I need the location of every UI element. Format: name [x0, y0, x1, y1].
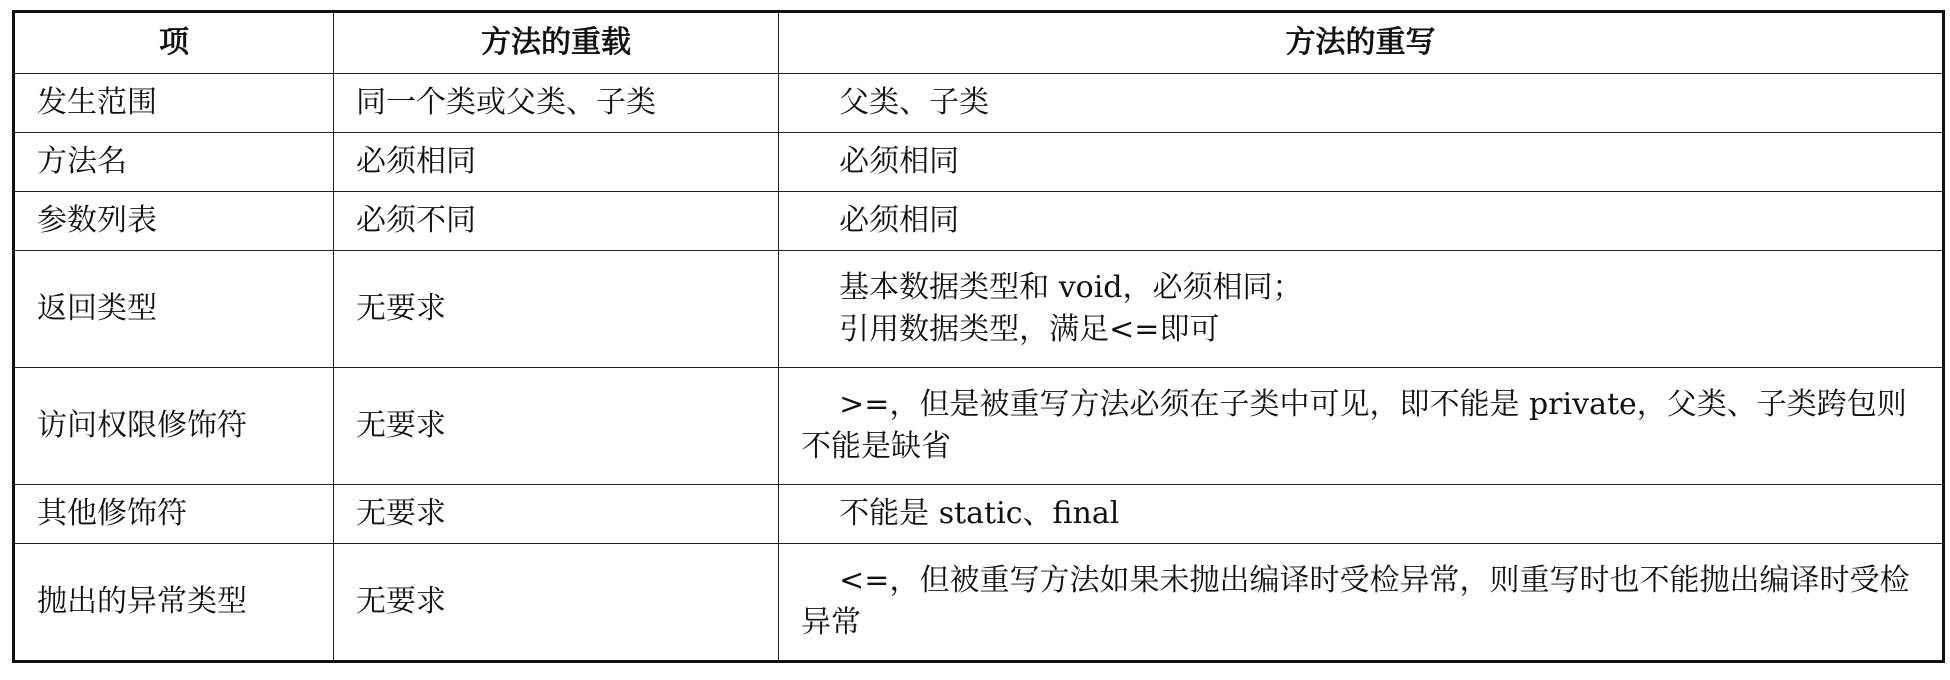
row-item-label: 发生范围 — [14, 74, 334, 133]
table-row — [14, 133, 1944, 192]
row-override-cell: >=，但是被重写方法必须在子类中可见，即不能是 private，父类、子类跨包则不能是缺省 — [779, 368, 1944, 485]
override-text: 必须相同 — [839, 144, 960, 179]
table-row — [14, 544, 1944, 662]
row-overload-cell: 无要求 — [334, 368, 779, 485]
table-row — [14, 485, 1944, 544]
row-overload-cell: 无要求 — [334, 251, 779, 368]
row-override-cell — [779, 192, 1944, 251]
override-text: 必须相同 — [839, 203, 960, 238]
row-overload-cell: 必须不同 — [334, 192, 779, 251]
header-item: 项 — [14, 12, 334, 74]
overload-vs-override-table — [12, 10, 1945, 663]
table-row — [14, 368, 1944, 485]
row-item-label: 方法名 — [14, 133, 334, 192]
header-override: 方法的重写 — [779, 12, 1944, 74]
row-override-cell — [779, 74, 1944, 133]
comparison-table-container — [12, 10, 1942, 663]
row-overload-cell: 必须相同 — [334, 133, 779, 192]
row-item-label: 返回类型 — [14, 251, 334, 368]
header-overload: 方法的重载 — [334, 12, 779, 74]
table-row — [14, 192, 1944, 251]
row-overload-cell: 无要求 — [334, 544, 779, 662]
row-item-label: 参数列表 — [14, 192, 334, 251]
row-item-label: 访问权限修饰符 — [14, 368, 334, 485]
table-header-row — [14, 12, 1944, 74]
row-overload-cell: 同一个类或父类、子类 — [334, 74, 779, 133]
table-row — [14, 251, 1944, 368]
override-text-line-1: 基本数据类型和 void，必须相同； — [839, 270, 1303, 305]
override-text: 父类、子类 — [839, 85, 990, 120]
row-override-cell — [779, 251, 1944, 368]
override-text-line-2: 引用数据类型，满足<=即可 — [839, 312, 1220, 347]
row-override-cell — [779, 485, 1944, 544]
row-item-label: 其他修饰符 — [14, 485, 334, 544]
override-text: 不能是 static、final — [839, 496, 1120, 531]
row-override-cell: <=，但被重写方法如果未抛出编译时受检异常，则重写时也不能抛出编译时受检异常 — [779, 544, 1944, 662]
table-row — [14, 74, 1944, 133]
row-overload-cell: 无要求 — [334, 485, 779, 544]
row-override-cell — [779, 133, 1944, 192]
row-item-label: 抛出的异常类型 — [14, 544, 334, 662]
